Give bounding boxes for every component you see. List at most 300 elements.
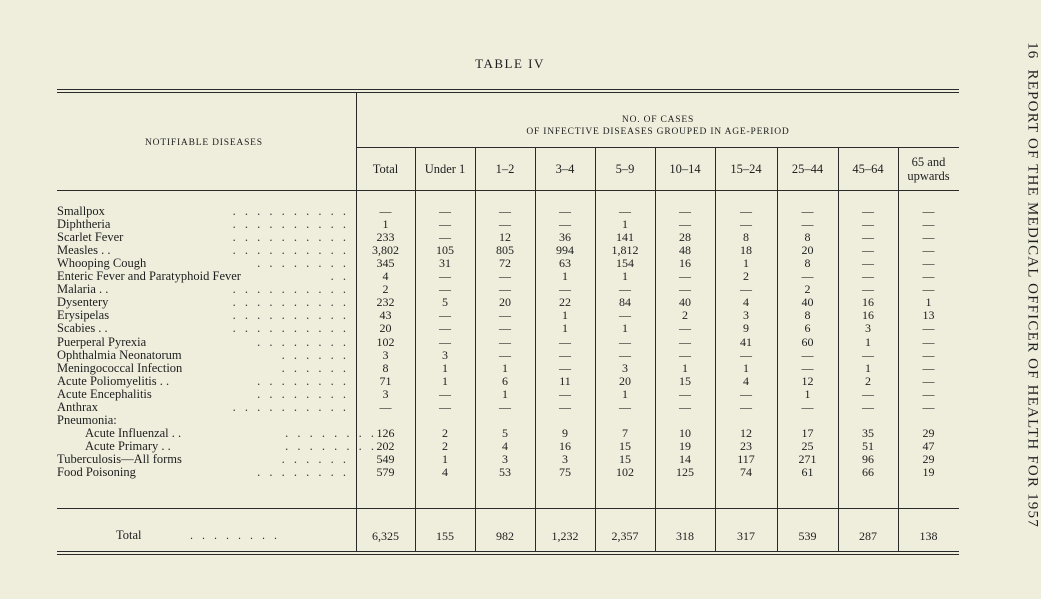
- table-cell: —: [801, 347, 814, 362]
- disease-label: [57, 349, 357, 362]
- table-cell: 3,802: [372, 243, 399, 258]
- disease-label: [57, 205, 357, 218]
- table-cell: —: [740, 386, 752, 401]
- bottom-rule-2: [57, 554, 959, 555]
- table-cell: 16: [559, 438, 571, 453]
- table-cell: 2: [442, 438, 448, 453]
- table-cell: 3: [382, 386, 389, 401]
- table-cell: —: [862, 399, 874, 414]
- table-cell: —: [801, 360, 814, 375]
- disease-label: [57, 283, 357, 296]
- table-cell: 1: [622, 321, 628, 336]
- disease-name: Acute Influenzal . .: [85, 425, 182, 440]
- column-header: 5–9: [615, 162, 635, 176]
- notifiable-diseases-header: NOTIFIABLE DISEASES: [145, 138, 263, 148]
- table-cell: —: [439, 386, 451, 401]
- leader-dots: . . . . . . . .: [257, 386, 349, 401]
- leader-dots: . . . . . .: [281, 451, 349, 466]
- table-cell: —: [559, 399, 571, 414]
- header-bottom-rule: [57, 190, 959, 191]
- table-cell: 8: [804, 308, 811, 323]
- disease-label: [57, 427, 385, 440]
- leader-dots: . . . . . . . . . .: [232, 243, 349, 258]
- table-cell: 20: [801, 243, 814, 258]
- total-cell: 6,325: [372, 529, 399, 543]
- table-cell: 63: [559, 256, 571, 271]
- disease-label: [57, 309, 357, 322]
- table-cell: —: [740, 399, 752, 414]
- disease-name: Tuberculosis—All forms: [57, 451, 182, 466]
- table-cell: 41: [740, 334, 752, 349]
- table-cell: 4: [743, 295, 749, 310]
- table-cell: 8: [804, 256, 811, 271]
- total-label: Total: [116, 528, 142, 542]
- table-cell: —: [499, 204, 511, 218]
- disease-label: [57, 362, 357, 375]
- disease-name: Erysipelas: [57, 308, 110, 323]
- table-cell: —: [499, 321, 511, 336]
- table-cell: 805: [496, 243, 514, 258]
- table-cell: 1: [622, 269, 628, 284]
- page-number: 16: [1024, 42, 1041, 60]
- table-cell: —: [499, 347, 511, 362]
- table-cell: 23: [740, 438, 752, 453]
- disease-label: [57, 257, 357, 270]
- table-cell: —: [619, 334, 631, 349]
- table-cell: 74: [740, 465, 752, 479]
- table-cell: —: [439, 282, 451, 297]
- table-cell: 4: [382, 269, 389, 284]
- table-cell: —: [619, 282, 631, 297]
- column-header: 25–44: [791, 162, 824, 176]
- leader-dots: . . . . . . . . . .: [232, 217, 349, 232]
- table-cell: 5: [442, 295, 448, 310]
- table-cell: 6: [502, 373, 508, 388]
- table-cell: —: [499, 399, 511, 414]
- table-cell: 1: [562, 269, 568, 284]
- running-title: REPORT OF THE MEDICAL OFFICER OF HEALTH FOR 1957: [1024, 69, 1041, 528]
- table-cell: 2: [682, 308, 688, 323]
- table-cell: 3: [622, 360, 628, 375]
- leader-dots: . . . . . . . . . .: [232, 295, 349, 310]
- column-header: 65 and upwards: [907, 155, 950, 183]
- table-cell: —: [922, 399, 935, 414]
- table-cell: 1: [562, 308, 568, 323]
- table-cell: —: [922, 347, 935, 362]
- leader-dots: . . . . . . . . . .: [232, 399, 349, 414]
- table-cell: 1: [622, 217, 628, 232]
- table-cell: —: [801, 217, 814, 232]
- table-cell: —: [862, 204, 874, 218]
- table-cell: 18: [740, 243, 752, 258]
- table-cell: 579: [376, 465, 395, 479]
- table-cell: 1,812: [611, 243, 639, 258]
- table-cell: 1: [382, 217, 389, 232]
- table-cell: 12: [499, 230, 511, 245]
- disease-label: [57, 440, 385, 453]
- table-cell: 43: [379, 308, 392, 323]
- table-cell: 7: [622, 425, 628, 440]
- table-cell: 1: [502, 386, 508, 401]
- disease-name: Meningococcal Infection: [57, 360, 183, 375]
- table-cell: 8: [382, 360, 389, 375]
- table-cell: —: [559, 347, 571, 362]
- table-cell: —: [922, 360, 935, 375]
- table-cell: 71: [379, 373, 392, 388]
- table-cell: —: [679, 321, 691, 336]
- table-cell: —: [679, 386, 691, 401]
- disease-label: [57, 453, 357, 466]
- table-cell: 47: [922, 438, 935, 453]
- table-cell: —: [499, 269, 511, 284]
- table-cell: 29: [922, 425, 935, 440]
- table-cell: 1: [442, 373, 448, 388]
- age-group-header: [356, 114, 960, 138]
- table-cell: 2: [865, 373, 871, 388]
- table-cell: 345: [376, 256, 395, 271]
- table-cell: —: [559, 386, 571, 401]
- table-cell: —: [619, 204, 631, 218]
- table-cell: 19: [922, 465, 935, 479]
- table-cell: [475, 414, 535, 427]
- table-cell: 36: [559, 230, 571, 245]
- total-cell: 1,232: [551, 529, 579, 543]
- table-cell: —: [740, 204, 752, 218]
- table-cell: 12: [801, 373, 814, 388]
- table-cell: 549: [376, 451, 395, 466]
- table-cell: —: [801, 399, 814, 414]
- table-cell: —: [922, 334, 935, 349]
- table-cell: 154: [616, 256, 634, 271]
- table-cell: —: [559, 360, 571, 375]
- table-cell: [898, 414, 959, 427]
- table-cell: 72: [499, 256, 511, 271]
- table-cell: 141: [616, 230, 634, 245]
- table-cell: —: [679, 217, 691, 232]
- table-cell: 5: [502, 425, 508, 440]
- table-cell: —: [922, 269, 935, 284]
- table-cell: 1: [865, 360, 871, 375]
- table-cell: —: [439, 230, 451, 245]
- leader-dots: . . . . . . . .: [257, 373, 349, 388]
- table-cell: 1: [562, 321, 568, 336]
- table-cell: 35: [862, 425, 874, 440]
- table-cell: —: [439, 334, 451, 349]
- table-cell: 16: [862, 308, 874, 323]
- disease-label: [57, 336, 357, 349]
- table-cell: 13: [922, 308, 935, 323]
- table-cell: —: [439, 204, 451, 218]
- disease-label: [57, 270, 357, 283]
- table-cell: —: [922, 230, 935, 245]
- column-header: 15–24: [730, 162, 762, 176]
- leader-dots: . . . . . . . . . .: [232, 204, 349, 218]
- leader-dots: . . . . . .: [281, 347, 349, 362]
- table-cell: 75: [559, 465, 571, 479]
- table-cell: —: [499, 217, 511, 232]
- table-cell: 233: [376, 230, 395, 245]
- table-cell: 126: [376, 425, 395, 440]
- table-cell: 15: [619, 451, 631, 466]
- table-cell: 96: [862, 451, 874, 466]
- table-cell: —: [439, 399, 451, 414]
- table-cell: —: [499, 282, 511, 297]
- table-cell: 1: [502, 360, 508, 375]
- running-page-header: [1024, 42, 1041, 538]
- table-cell: —: [922, 386, 935, 401]
- table-cell: 2: [743, 269, 749, 284]
- table-cell: 11: [559, 373, 571, 388]
- table-cell: 1: [925, 295, 932, 310]
- table-cell: —: [922, 282, 935, 297]
- disease-name: Measles . .: [57, 243, 111, 258]
- table-cell: 48: [679, 243, 691, 258]
- disease-name: Scarlet Fever: [57, 230, 124, 245]
- total-cell: 155: [436, 529, 454, 543]
- table-cell: —: [619, 308, 631, 323]
- table-cell: 8: [804, 230, 811, 245]
- table-cell: 8: [743, 230, 749, 245]
- table-cell: 102: [376, 334, 395, 349]
- table-cell: —: [679, 282, 691, 297]
- disease-name: Malaria . .: [57, 282, 109, 297]
- disease-name: Ophthalmia Neonatorum: [57, 347, 182, 362]
- table-cell: —: [559, 204, 571, 218]
- table-cell: 1: [442, 451, 448, 466]
- table-cell: —: [922, 373, 935, 388]
- table-cell: 14: [679, 451, 691, 466]
- table-cell: —: [379, 399, 392, 414]
- table-cell: —: [559, 282, 571, 297]
- table-cell: 232: [376, 295, 395, 310]
- disease-name: Pneumonia:: [57, 412, 117, 427]
- table-cell: —: [862, 282, 874, 297]
- table-cell: 51: [862, 438, 874, 453]
- table-cell: 2: [804, 282, 811, 297]
- table-cell: 994: [556, 243, 574, 258]
- table-cell: 117: [737, 451, 755, 466]
- table-cell: —: [679, 399, 691, 414]
- disease-label: [57, 414, 357, 427]
- age-group-header-line2: OF INFECTIVE DISEASES GROUPED IN AGE-PERIOD: [526, 127, 790, 137]
- table-cell: —: [922, 321, 935, 336]
- leader-dots: . . . . . . . .: [257, 465, 349, 479]
- table-cell: —: [862, 386, 874, 401]
- table-cell: 2: [442, 425, 448, 440]
- table-cell: 4: [502, 438, 508, 453]
- table-cell: —: [619, 399, 631, 414]
- table-cell: 15: [619, 438, 631, 453]
- table-cell: —: [679, 204, 691, 218]
- table-cell: 1: [865, 334, 871, 349]
- table-cell: 105: [436, 243, 454, 258]
- leader-dots: . . . . . . . .: [257, 256, 349, 271]
- table-cell: —: [862, 230, 874, 245]
- table-cell: —: [922, 243, 935, 258]
- total-cell: 138: [919, 529, 938, 543]
- disease-name: Acute Encephalitis: [57, 386, 152, 401]
- table-cell: —: [439, 308, 451, 323]
- table-cell: 102: [616, 465, 634, 479]
- disease-name: Acute Primary . .: [85, 438, 171, 453]
- table-cell: 4: [442, 465, 448, 479]
- table-cell: 3: [382, 347, 389, 362]
- table-cell: 61: [801, 465, 814, 479]
- table-cell: 20: [499, 295, 511, 310]
- total-cell: 2,357: [611, 529, 639, 543]
- table-cell: —: [862, 347, 874, 362]
- table-cell: 1: [682, 360, 688, 375]
- leader-dots: . . . . . . . . . .: [232, 321, 349, 336]
- table-cell: 10: [679, 425, 691, 440]
- table-cell: 17: [801, 425, 814, 440]
- table-cell: 20: [619, 373, 631, 388]
- table-cell: 29: [922, 451, 935, 466]
- total-cell: 287: [859, 529, 877, 543]
- table-cell: 1: [743, 360, 749, 375]
- table-cell: 19: [679, 438, 691, 453]
- table-cell: —: [559, 217, 571, 232]
- disease-label: [57, 244, 357, 257]
- table-cell: 28: [679, 230, 691, 245]
- table-cell: —: [559, 334, 571, 349]
- table-cell: 16: [862, 295, 874, 310]
- age-group-header-line1: NO. OF CASES: [621, 115, 695, 125]
- table-cell: 9: [743, 321, 749, 336]
- table-cell: —: [862, 256, 874, 271]
- table-cell: —: [922, 217, 935, 232]
- table-cell: [777, 414, 838, 427]
- leader-dots: . . . . . .: [281, 360, 349, 375]
- table-cell: —: [862, 217, 874, 232]
- disease-name: Smallpox: [57, 204, 105, 218]
- table-cell: —: [801, 269, 814, 284]
- table-cell: —: [379, 204, 392, 218]
- total-cell: 317: [737, 529, 755, 543]
- total-cell: 539: [798, 529, 817, 543]
- table-cell: —: [862, 243, 874, 258]
- top-rule-1: [57, 89, 959, 90]
- table-cell: 40: [801, 295, 814, 310]
- leader-dots: . . . . . . . . . .: [232, 230, 349, 245]
- table-cell: —: [439, 217, 451, 232]
- body-bottom-rule: [57, 508, 959, 509]
- table-cell: —: [619, 347, 631, 362]
- total-cell: 982: [496, 529, 514, 543]
- disease-name: Enteric Fever and Paratyphoid Fever: [57, 269, 241, 284]
- table-cell: 2: [382, 282, 389, 297]
- table-cell: —: [439, 269, 451, 284]
- disease-label: [57, 322, 357, 335]
- table-title: TABLE IV: [475, 56, 545, 71]
- disease-name: Puerperal Pyrexia: [57, 334, 147, 349]
- disease-name: Acute Poliomyelitis . .: [57, 373, 170, 388]
- column-header: 3–4: [555, 162, 575, 176]
- disease-label: [57, 401, 357, 414]
- table-cell: 53: [499, 465, 511, 479]
- disease-name: Anthrax: [57, 399, 98, 414]
- table-cell: —: [740, 217, 752, 232]
- table-cell: 1: [442, 360, 448, 375]
- table-cell: —: [499, 334, 511, 349]
- disease-name: Food Poisoning: [57, 465, 136, 479]
- table-cell: 3: [502, 451, 508, 466]
- disease-label: [57, 231, 357, 244]
- table-cell: 1: [804, 386, 811, 401]
- disease-label: [57, 296, 357, 309]
- table-cell: 125: [676, 465, 694, 479]
- column-header: 45–64: [852, 162, 884, 176]
- table-cell: —: [922, 256, 935, 271]
- table-cell: 3: [743, 308, 749, 323]
- table-cell: 84: [619, 295, 631, 310]
- leader-dots: . . . . . . . . . .: [232, 308, 349, 323]
- disease-label: [57, 388, 357, 401]
- disease-name: Whooping Cough: [57, 256, 147, 271]
- table-cell: 66: [862, 465, 874, 479]
- table-cell: 20: [379, 321, 392, 336]
- table-cell: —: [740, 347, 752, 362]
- table-cell: 3: [562, 451, 568, 466]
- table-cell: —: [679, 334, 691, 349]
- table-cell: 6: [804, 321, 811, 336]
- table-cell: —: [801, 204, 814, 218]
- table-cell: [415, 414, 475, 427]
- total-cell: 318: [676, 529, 694, 543]
- table-cell: 22: [559, 295, 571, 310]
- top-rule-2: [57, 92, 959, 93]
- column-header: 10–14: [669, 162, 701, 176]
- table-cell: [655, 414, 715, 427]
- bottom-rule-1: [57, 551, 959, 552]
- table-cell: [715, 414, 777, 427]
- table-cell: 3: [442, 347, 448, 362]
- leader-dots: . . . . . . . .: [285, 425, 377, 440]
- leader-dots: . .: [330, 269, 349, 284]
- column-header: Total: [372, 162, 399, 176]
- table-cell: —: [922, 204, 935, 218]
- table-cell: —: [679, 347, 691, 362]
- column-header: Under 1: [424, 162, 466, 176]
- table-cell: [535, 414, 595, 427]
- table-cell: 60: [801, 334, 814, 349]
- table-cell: —: [862, 269, 874, 284]
- table-cell: 4: [743, 373, 749, 388]
- table-cell: 16: [679, 256, 691, 271]
- table-cell: 271: [798, 451, 817, 466]
- table-cell: 25: [801, 438, 814, 453]
- disease-name: Dysentery: [57, 295, 109, 310]
- leader-dots: . . . . . . . .: [285, 438, 377, 453]
- table-cell: 9: [562, 425, 568, 440]
- total-leader-dots: . . . . . . . .: [190, 528, 280, 542]
- leader-dots: . . . . . . . .: [257, 334, 349, 349]
- table-cell: 1: [743, 256, 749, 271]
- column-header: 1–2: [495, 162, 515, 176]
- table-cell: 15: [679, 373, 691, 388]
- disease-name: Scabies . .: [57, 321, 108, 336]
- disease-label: [57, 466, 357, 479]
- disease-label: [57, 375, 357, 388]
- table-cell: —: [499, 308, 511, 323]
- disease-label: [57, 218, 357, 231]
- table-cell: 31: [439, 256, 451, 271]
- table-cell: —: [740, 282, 752, 297]
- table-cell: 3: [865, 321, 871, 336]
- table-cell: —: [439, 321, 451, 336]
- table-cell: 202: [376, 438, 395, 453]
- table-cell: 12: [740, 425, 752, 440]
